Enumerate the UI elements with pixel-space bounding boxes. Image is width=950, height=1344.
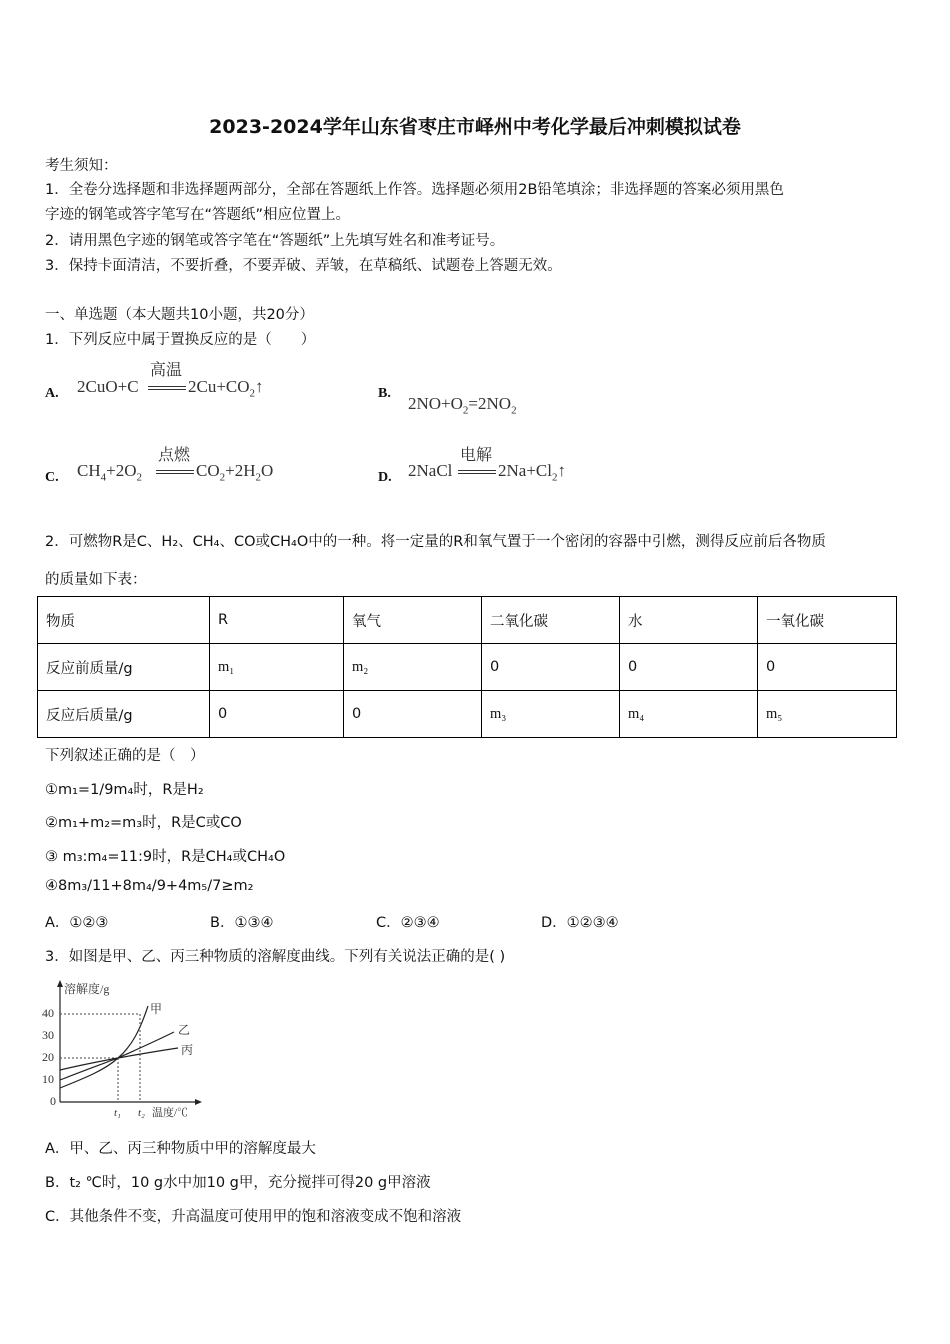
equation-d-right: $2Na+Cl_2↑$ xyxy=(498,461,566,484)
y-tick: 40 xyxy=(42,1006,54,1020)
table-row xyxy=(38,691,897,738)
notice-line: 3．保持卡面清洁，不要折叠，不要弄破、弄皱，在草稿纸、试题卷上答题无效。 xyxy=(45,258,562,274)
option-a-label: A. xyxy=(45,386,59,401)
equation-c-left: $CH_4+2O_2$ xyxy=(77,461,142,484)
table-header: 氧气 xyxy=(344,597,482,644)
table-cell: m₃ xyxy=(482,691,620,738)
equals-sign xyxy=(458,470,496,474)
equation-b: $2NO+O_2=2NO_2$ xyxy=(408,394,517,417)
condition-d: 电解 xyxy=(460,445,493,464)
y-tick: 30 xyxy=(42,1028,54,1042)
table-cell: 反应后质量/g xyxy=(38,691,210,738)
equals-sign xyxy=(148,386,186,390)
equation-d-left: 2NaCl xyxy=(408,461,453,480)
x-tick: t₂ xyxy=(138,1107,145,1119)
notice-line: 字迹的钢笔或答字笔写在“答题纸”相应位置上。 xyxy=(45,207,351,223)
choice-c: C．②③④ xyxy=(376,915,440,931)
x-axis-arrow xyxy=(195,1099,202,1105)
curve-jia xyxy=(60,1006,148,1088)
table-cell: 反应前质量/g xyxy=(38,644,210,691)
table-cell: m₅ xyxy=(758,691,897,738)
notice-heading: 考生须知： xyxy=(45,158,118,174)
table-cell: m₄ xyxy=(620,691,758,738)
x-axis-label: 温度/℃ xyxy=(152,1107,189,1119)
q3-option-c: C．其他条件不变，升高温度可使用甲的饱和溶液变成不饱和溶液 xyxy=(45,1209,462,1225)
condition-c: 点燃 xyxy=(158,445,191,464)
table-cell: 0 xyxy=(344,691,482,738)
table-header: 物质 xyxy=(38,597,210,644)
equation-a-right: $2Cu+CO_2↑$ xyxy=(188,377,264,400)
statement: ②m₁+m₂=m₃时，R是C或CO xyxy=(45,815,242,831)
question-2-stem-cont: 的质量如下表： xyxy=(45,572,147,588)
table-cell: 0 xyxy=(620,644,758,691)
statement: ③ m₃:m₄=11:9时，R是CH₄或CH₄O xyxy=(45,849,286,865)
q3-option-a: A．甲、乙、丙三种物质中甲的溶解度最大 xyxy=(45,1141,316,1157)
table-header: R xyxy=(210,597,344,644)
table-header: 二氧化碳 xyxy=(482,597,620,644)
table-header: 水 xyxy=(620,597,758,644)
table-row xyxy=(38,644,897,691)
q3-option-b: B．t₂ ℃时，10 g水中加10 g甲，充分搅拌可得20 g甲溶液 xyxy=(45,1175,431,1191)
table-header-row xyxy=(38,597,897,644)
page-title: 2023-2024学年山东省枣庄市峄州中考化学最后冲刺模拟试卷 xyxy=(209,116,741,138)
y-tick: 0 xyxy=(50,1094,56,1108)
solubility-graph xyxy=(40,978,210,1123)
choice-d: D．①②③④ xyxy=(541,915,619,931)
table-cell: m₂ xyxy=(344,644,482,691)
choice-a: A．①②③ xyxy=(45,915,109,931)
question-2-stem: 2．可燃物R是C、H₂、CH₄、CO或CH₄O中的一种。将一定量的R和氧气置于一个密闭的容器中引燃，测得反应前后各物质 xyxy=(45,534,826,550)
series-label: 甲 xyxy=(150,1002,163,1016)
series-label: 丙 xyxy=(181,1043,194,1057)
equation-c-right: $CO_2+2H_2O$ xyxy=(196,461,274,484)
statement: ④8m₃/11+8m₄/9+4m₅/7≥m₂ xyxy=(45,878,254,894)
choice-b: B．①③④ xyxy=(210,915,274,931)
y-axis-label: 溶解度/g xyxy=(64,982,110,996)
notice-line: 2．请用黑色字迹的钢笔或答字笔在“答题纸”上先填写姓名和准考证号。 xyxy=(45,233,505,249)
table-cell: 0 xyxy=(210,691,344,738)
y-tick: 20 xyxy=(42,1050,54,1064)
curve-bing xyxy=(60,1048,178,1070)
equals-sign xyxy=(156,470,194,474)
question-1-stem: 1．下列反应中属于置换反应的是（ ） xyxy=(45,332,316,348)
option-c-label: C. xyxy=(45,470,59,485)
option-b-label: B. xyxy=(378,386,391,401)
notice-line: 1．全卷分选择题和非选择题两部分，全部在答题纸上作答。选择题必须用2B铅笔填涂；非选择题的答案必须用黑色 xyxy=(45,182,784,198)
question-3-stem: 3．如图是甲、乙、丙三种物质的溶解度曲线。下列有关说法正确的是( ) xyxy=(45,949,506,965)
table-cell: m₁ xyxy=(210,644,344,691)
y-axis-arrow xyxy=(57,980,63,987)
table-cell: 0 xyxy=(758,644,897,691)
x-tick: t₁ xyxy=(114,1107,121,1119)
table-cell: 0 xyxy=(482,644,620,691)
statement: ①m₁=1/9m₄时，R是H₂ xyxy=(45,782,204,798)
option-d-label: D. xyxy=(378,470,392,485)
condition-a: 高温 xyxy=(150,360,183,379)
mass-table xyxy=(37,596,897,738)
question-2-prompt: 下列叙述正确的是（ ） xyxy=(45,748,205,764)
table-header: 一氧化碳 xyxy=(758,597,897,644)
section-heading: 一、单选题（本大题共10小题，共20分） xyxy=(45,307,314,323)
series-label: 乙 xyxy=(178,1023,191,1037)
y-tick: 10 xyxy=(42,1072,54,1086)
curve-yi xyxy=(60,1032,174,1080)
equation-a-left: 2CuO+C xyxy=(77,377,139,396)
